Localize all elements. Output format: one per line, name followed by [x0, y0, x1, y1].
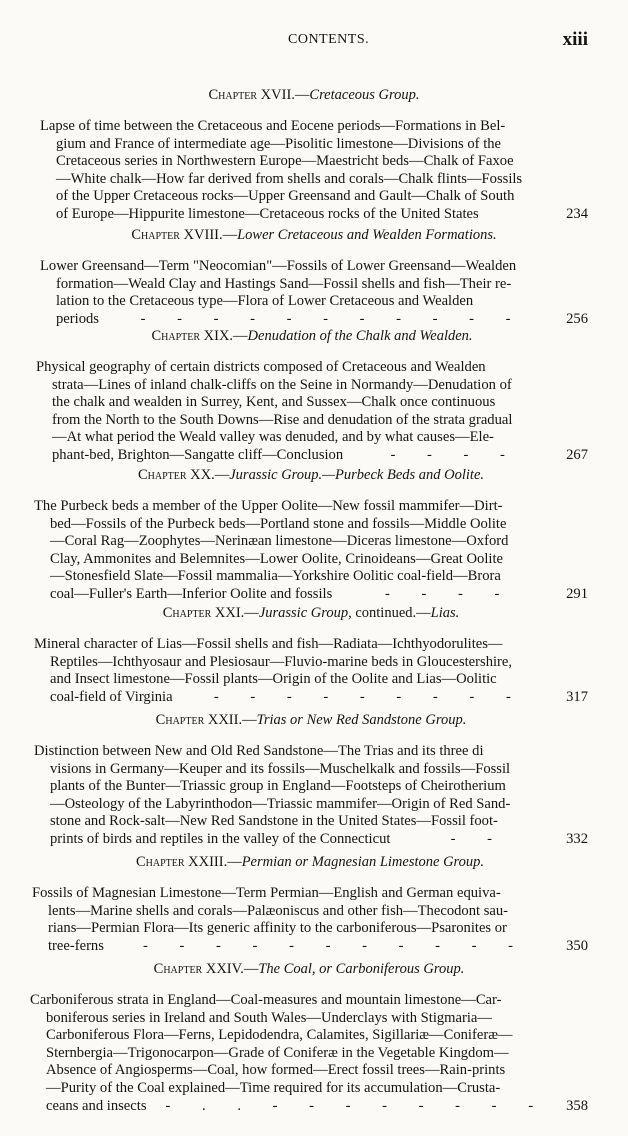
summary-line: rians—Permian Flora—Its generic affinity to the carboniferous—Psaronites or	[48, 920, 507, 937]
summary-line: Absence of Angiosperms—Coal, how formed—Erect fossil trees—Rain-prints	[46, 1062, 506, 1079]
dot-leader: - -	[450, 830, 506, 847]
summary-line: of the Upper Cretaceous rocks—Upper Greensand and Gault—Chalk of South	[56, 188, 515, 205]
chapter-heading	[34, 466, 588, 484]
chapter-title: Jurassic Group.—Purbeck Beds and Oolite.	[229, 467, 485, 483]
chapter-title-tail: Lias.	[430, 605, 460, 621]
summary-line: ceans and insects	[46, 1097, 147, 1114]
summary-line: The Purbeck beds a member of the Upper Oolite—New fossil mammifer—Dirt-	[34, 498, 503, 514]
summary-line: coal—Fuller's Earth—Inferior Oolite and fossils	[50, 585, 333, 602]
summary-line: lents—Marine shells and corals—Palæoniscus and other fish—Thecodont sau-	[48, 902, 509, 919]
summary-line: Cretaceous series in Northwestern Europe—Maestricht beds—Chalk of Faxoe	[56, 153, 514, 170]
chapter-heading	[34, 711, 588, 729]
summary-final-line	[30, 1098, 588, 1116]
chapter-xix	[0, 327, 628, 465]
chapter-xviii	[0, 226, 628, 328]
dot-leader: - . . - - - - - - - -	[165, 1097, 548, 1114]
summary-line: periods	[56, 310, 99, 327]
chapter-page-number: 350	[566, 937, 588, 954]
summary-line: tree-ferns	[48, 937, 104, 954]
summary-line: Fossils of Magnesian Limestone—Term Permian—English and German equiva-	[32, 885, 501, 901]
chapter-number: Chapter XXIV.—	[153, 961, 259, 977]
summary-line: —White chalk—How far derived from shells and corals—Chalk flints—Fossils	[56, 170, 523, 187]
summary-line: Reptiles—Ichthyosaur and Plesiosaur—Fluvio-marine beds in Gloucestershire,	[50, 653, 513, 670]
chapter-summary	[34, 743, 588, 849]
summary-line: prints of birds and reptiles in the valley of the Connecticut	[50, 830, 391, 847]
chapter-number: Chapter XXIII.—	[135, 854, 242, 870]
summary-line: gium and France of intermediate age—Pisolitic limestone—Divisions of the	[56, 135, 502, 152]
chapter-summary	[34, 636, 588, 706]
page-number: xiii	[562, 29, 588, 50]
chapter-heading	[34, 604, 588, 622]
summary-line: Distinction between New and Old Red Sandstone—The Trias and its three di	[34, 743, 484, 759]
summary-line: —Coral Rag—Zoophytes—Nerinæan limestone—Diceras limestone—Oxford	[50, 533, 509, 550]
summary-line: Clay, Ammonites and Belemnites—Lower Oolite, Crinoideans—Great Oolite	[50, 550, 503, 567]
chapter-page-number: 267	[566, 446, 588, 463]
summary-final-line	[36, 447, 588, 465]
summary-final-line	[32, 938, 588, 956]
chapter-page-number: 291	[566, 585, 588, 602]
chapter-heading	[40, 226, 588, 244]
summary-line: strata—Lines of inland chalk-cliffs on the Seine in Normandy—Denudation of	[52, 376, 512, 393]
chapter-title: Denudation of the Chalk and Wealden.	[247, 328, 473, 344]
dot-leader: - - - - - - - - -	[213, 688, 525, 705]
summary-line: Sternbergia—Trigonocarpon—Grade of Coniferæ in the Vegetable Kingdom—	[46, 1044, 509, 1061]
summary-line: lation to the Cretaceous type—Flora of Lower Cretaceous and Wealden	[56, 293, 474, 310]
chapter-title: Lower Cretaceous and Wealden Formations.	[237, 227, 497, 243]
summary-line: the chalk and wealden in Surrey, Kent, and Sussex—Chalk once continuous	[52, 394, 496, 411]
chapter-number: Chapter XVIII.—	[131, 227, 238, 243]
summary-line: Lower Greensand—Term "Neocomian"—Fossils of Lower Greensand—Wealden	[40, 258, 517, 274]
summary-line: phant-bed, Brighton—Sangatte cliff—Conclusion	[52, 446, 344, 463]
chapter-page-number: 256	[566, 310, 588, 327]
summary-final-line	[40, 206, 588, 224]
dot-leader: - - - - - - - - - - -	[143, 937, 527, 954]
chapter-heading	[30, 960, 588, 978]
running-title: CONTENTS.	[288, 32, 370, 47]
summary-line: coal-field of Virginia	[50, 688, 173, 705]
chapter-summary	[34, 498, 588, 604]
summary-line: —Stonesfield Slate—Fossil mammalia—Yorkshire Oolitic coal-field—Brora	[50, 568, 501, 585]
summary-line: and Insect limestone—Fossil plants—Origin of the Oolite and Lias—Oolitic	[50, 671, 497, 688]
summary-line: Physical geography of certain districts composed of Cretaceous and Wealden	[36, 359, 486, 375]
chapter-page-number: 317	[566, 688, 588, 705]
summary-line: Carboniferous Flora—Ferns, Lepidodendra, Calamites, Sigillariæ—Coniferæ—	[46, 1027, 513, 1044]
summary-line: visions in Germany—Keuper and its fossils—Muschelkalk and fossils—Fossil	[50, 760, 511, 777]
chapter-number: Chapter XX.—	[137, 467, 230, 483]
chapter-number: Chapter XXII.—	[155, 712, 257, 728]
summary-final-line	[34, 831, 588, 849]
chapter-title: Trias or New Red Sandstone Group.	[256, 712, 467, 728]
summary-line: bed—Fossils of the Purbeck beds—Portland stone and fossils—Middle Oolite	[50, 515, 507, 532]
chapter-xxii	[0, 711, 628, 849]
chapter-number: Chapter XVII.—	[208, 87, 310, 103]
chapter-summary	[40, 118, 588, 224]
summary-final-line	[40, 311, 588, 329]
chapter-xx	[0, 466, 628, 604]
chapter-page-number: 358	[566, 1097, 588, 1114]
chapter-page-number: 234	[566, 205, 588, 222]
summary-line: —At what period the Weald valley was denuded, and by what causes—Ele-	[52, 429, 494, 446]
chapter-title: Jurassic Group,	[258, 605, 352, 621]
summary-line: boniferous series in Ireland and South Wales—Underclays with Stigmaria—	[46, 1009, 492, 1026]
summary-final-line	[34, 586, 588, 604]
chapter-summary	[36, 359, 588, 465]
dot-leader: - - - -	[390, 446, 519, 463]
chapter-summary	[32, 885, 588, 955]
chapter-xxiv	[0, 960, 628, 1115]
summary-line: plants of the Bunter—Triassic group in England—Footsteps of Cheirotherium	[50, 778, 506, 795]
dot-leader: - - - - - - - - - - -	[140, 310, 525, 327]
chapter-title: The Coal, or Carboniferous Group.	[258, 961, 465, 977]
summary-line: formation—Weald Clay and Hastings Sand—Fossil shells and fish—Their re-	[56, 275, 512, 292]
chapter-summary	[30, 992, 588, 1115]
running-head	[0, 29, 628, 54]
chapter-xxi	[0, 604, 628, 706]
chapter-title-suffix: continued.—	[351, 605, 431, 621]
chapter-heading	[40, 86, 588, 104]
summary-line: Mineral character of Lias—Fossil shells and fish—Radiata—Ichthyodorulites—	[34, 636, 503, 652]
summary-line: Carboniferous strata in England—Coal-measures and mountain limestone—Car-	[30, 992, 502, 1008]
summary-line: —Osteology of the Labyrinthodon—Triassic mammifer—Origin of Red Sand-	[50, 795, 511, 812]
summary-line: from the North to the South Downs—Rise and denudation of the strata gradual	[52, 411, 513, 428]
summary-line: —Purity of the Coal explained—Time required for its accumulation—Crusta-	[46, 1079, 501, 1096]
chapter-summary	[40, 258, 588, 328]
chapter-title: Permian or Magnesian Limestone Group.	[241, 854, 485, 870]
chapter-page-number: 332	[566, 830, 588, 847]
chapter-number: Chapter XIX.—	[151, 328, 248, 344]
chapter-heading	[32, 853, 588, 871]
summary-line: of Europe—Hippurite limestone—Cretaceous rocks of the United States	[56, 205, 479, 222]
chapter-xxiii	[0, 853, 628, 955]
chapter-number: Chapter XXI.—	[162, 605, 259, 621]
summary-final-line	[34, 689, 588, 707]
chapter-xvii	[0, 86, 628, 224]
chapter-title: Cretaceous Group.	[309, 87, 420, 103]
dot-leader: - - - -	[385, 585, 514, 602]
chapter-heading	[36, 327, 588, 345]
summary-line: Lapse of time between the Cretaceous and Eocene periods—Formations in Bel-	[40, 118, 506, 134]
summary-line: stone and Rock-salt—New Red Sandstone in the United States—Fossil foot-	[50, 813, 498, 830]
